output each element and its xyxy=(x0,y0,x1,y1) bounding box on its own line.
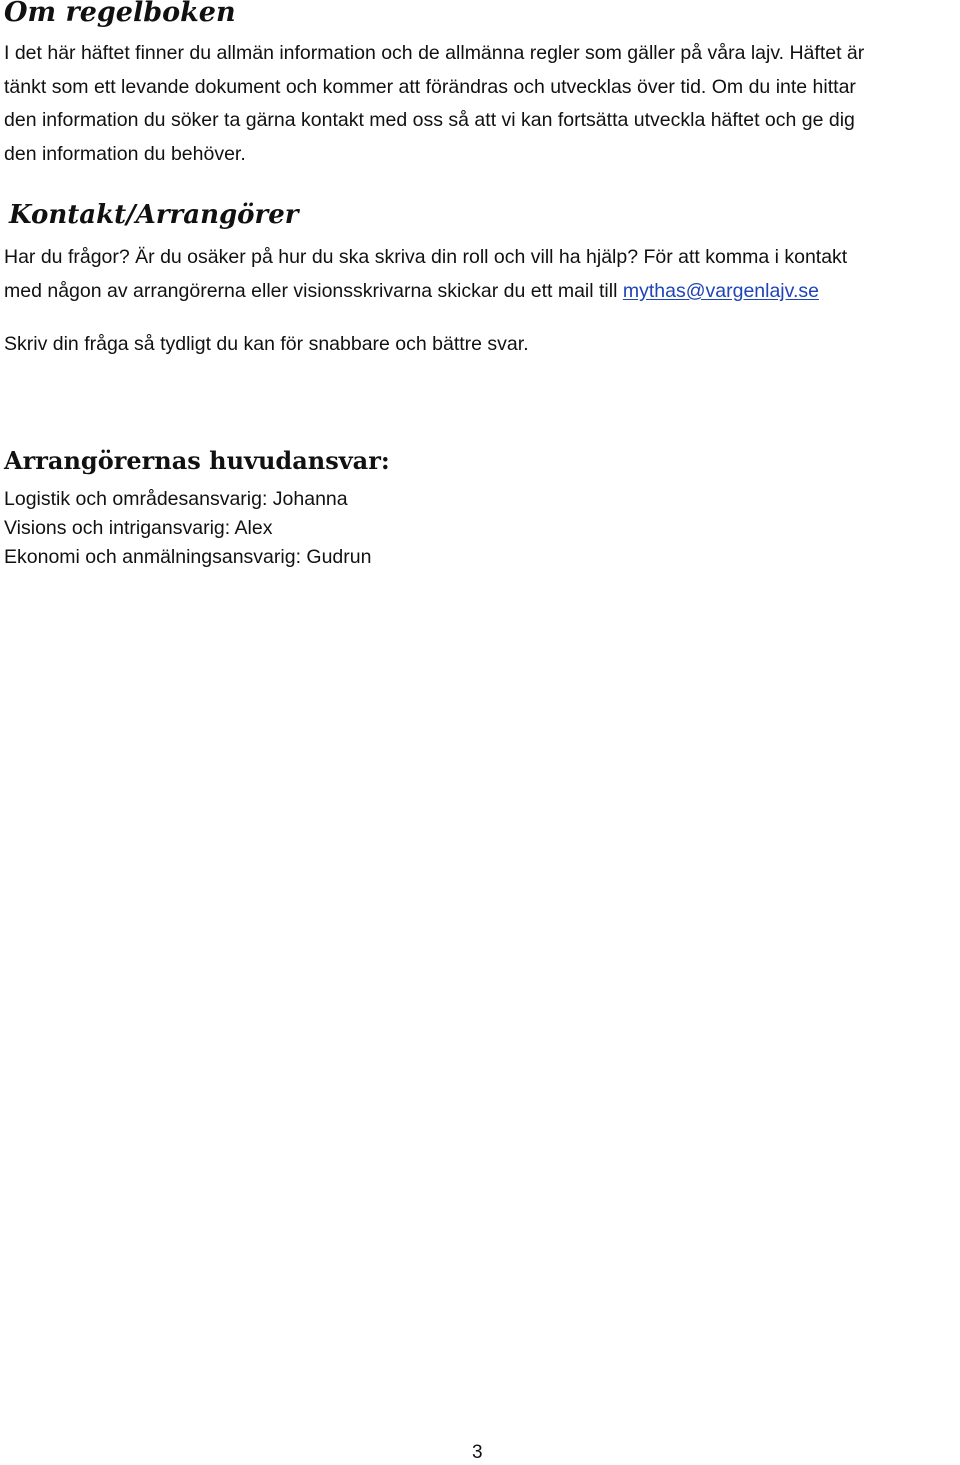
intro-line-1: I det här häftet finner du allmän information och de allmänna regler som gäller på våra lajv. Häftet är xyxy=(4,42,865,64)
contact-paragraph xyxy=(4,241,847,308)
page-number: 3 xyxy=(472,1442,483,1463)
intro-line-3: den information du söker ta gärna kontakt med oss så att vi kan fortsätta utveckla häftet och ge dig xyxy=(4,109,855,131)
responsibility-item-visions: Visions och intrigansvarig: Alex xyxy=(4,517,273,539)
contact-email-link[interactable]: mythas@vargenlajv.se xyxy=(622,279,819,302)
intro-paragraph xyxy=(4,37,864,171)
intro-line-2: tänkt som ett levande dokument och kommer att förändras och utvecklas över tid. Om du inte hittar xyxy=(4,75,856,98)
contact-line-1: Har du frågor? Är du osäker på hur du ska skriva din roll och vill ha hjälp? För att komma i kontakt xyxy=(4,246,848,268)
intro-line-4: den information du behöver. xyxy=(4,142,246,165)
responsibility-item-economy: Ekonomi och anmälningsansvarig: Gudrun xyxy=(4,546,372,568)
section-title-kontakt-arrangorer: Kontakt/Arrangörer xyxy=(9,200,299,230)
contact-line-2 xyxy=(4,275,847,309)
contact-tip: Skriv din fråga så tydligt du kan för snabbare och bättre svar. xyxy=(4,333,529,355)
section-title-om-regelboken: Om regelboken xyxy=(4,0,236,28)
contact-line-2-text: med någon av arrangörerna eller visionsskrivarna skickar du ett mail till xyxy=(4,279,623,302)
responsibility-item-logistics: Logistik och områdesansvarig: Johanna xyxy=(4,488,348,510)
section-title-arrangorernas-huvudansvar: Arrangörernas huvudansvar: xyxy=(4,446,390,475)
